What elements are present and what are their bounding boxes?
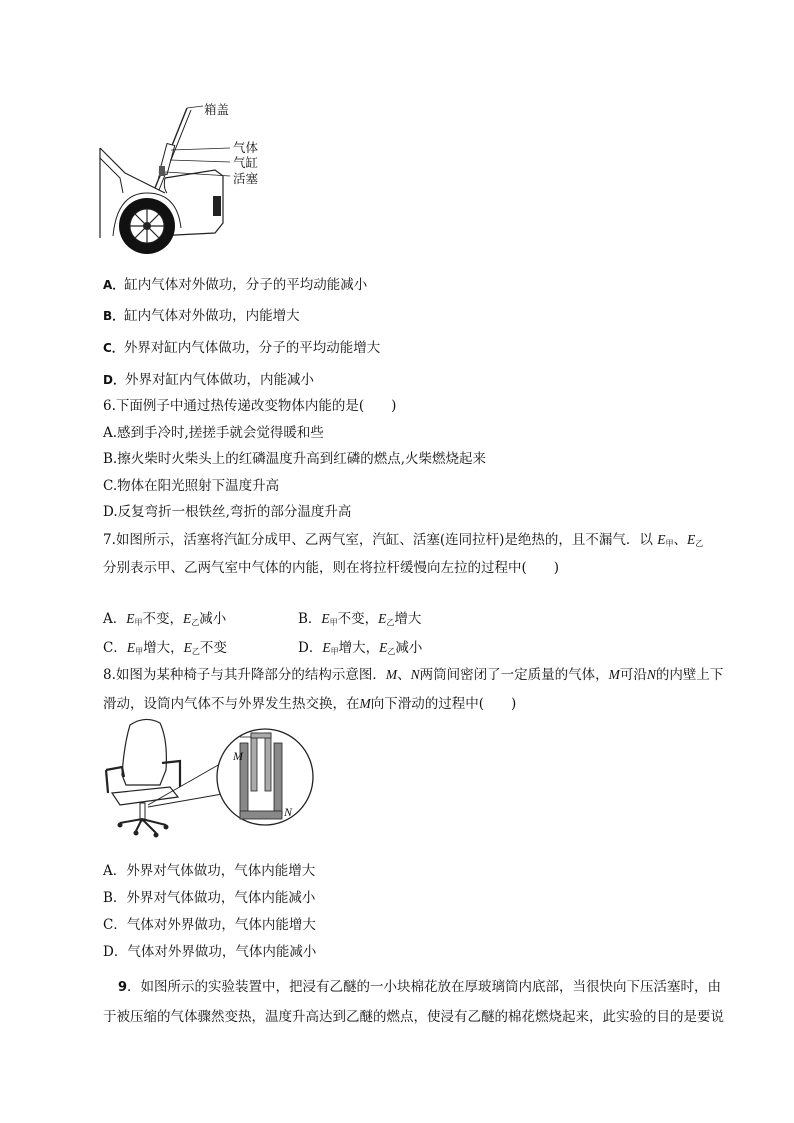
q6-option-d: D.反复弯折一根铁丝,弯折的部分温度升高 (103, 504, 352, 520)
label-cylinder: 气缸 (233, 155, 259, 170)
q6-stem: 6.下面例子中通过热传递改变物体内能的是( ) (103, 398, 397, 414)
q7-stem-line1: 7.如图所示，活塞将汽缸分成甲、乙两气室，汽缸、活塞(连同拉杆)是绝热的，且不漏气．以 $E_甲$、$E_乙$ (103, 532, 704, 548)
q8-option-a: A．外界对气体做功，气体内能增大 (103, 863, 316, 879)
label-gas: 气体 (233, 140, 259, 155)
q8-option-c: C．气体对外界做功，气体内能增大 (103, 917, 316, 933)
q6-option-b: B.擦火柴时火柴头上的红磷温度升高到红磷的燃点,火柴燃烧起来 (103, 451, 487, 467)
q7-option-a: A．$E_甲$不变，$E_乙$减小 (103, 611, 227, 627)
chair-lift-figure (100, 715, 320, 840)
q6-option-c: C.物体在阳光照射下温度升高 (103, 478, 280, 494)
label-n: N (284, 805, 293, 819)
q8-option-b: B．外界对气体做功，气体内能减小 (103, 890, 316, 906)
q9-line2: 于被压缩的气体骤然变热，温度升高达到乙醚的燃点，使浸有乙醚的棉花燃烧起来，此实验的目的是要说 (103, 1009, 724, 1025)
q5-option-a: A．缸内气体对外做功，分子的平均动能减小 (103, 277, 368, 293)
label-m: M (233, 749, 243, 763)
label-trunk-lid: 箱盖 (204, 102, 230, 117)
q9-line1: 9．如图所示的实验装置中，把浸有乙醚的一小块棉花放在厚玻璃筒内底部，当很快向下压活塞时，由 (118, 979, 722, 995)
q6-option-a: A.感到手冷时,搓搓手就会觉得暖和些 (103, 425, 324, 441)
label-piston: 活塞 (233, 171, 259, 186)
q5-option-b: B．缸内气体对外做功，内能增大 (103, 308, 300, 324)
q8-stem-line2: 滑动，设筒内气体不与外界发生热交换，在M向下滑动的过程中( ) (103, 696, 517, 712)
q7-option-d: D．$E_甲$增大，$E_乙$减小 (298, 640, 423, 656)
q8-stem-line1: 8.如图为某种椅子与其升降部分的结构示意图．M、N两筒间密闭了一定质量的气体，M可沿N的内壁上下 (103, 667, 724, 683)
q8-option-d: D．气体对外界做功，气体内能减小 (103, 944, 317, 960)
q7-option-b: B．$E_甲$不变，$E_乙$增大 (298, 611, 422, 627)
q7-option-c: C．$E_甲$增大，$E_乙$不变 (103, 640, 227, 656)
q5-option-d: D．外界对缸内气体做功，内能减小 (103, 372, 314, 388)
q7-stem-line2: 分别表示甲、乙两气室中气体的内能，则在将拉杆缓慢向左拉的过程中( ) (103, 560, 560, 576)
q5-option-c: C．外界对缸内气体做功，分子的平均动能增大 (103, 340, 381, 356)
